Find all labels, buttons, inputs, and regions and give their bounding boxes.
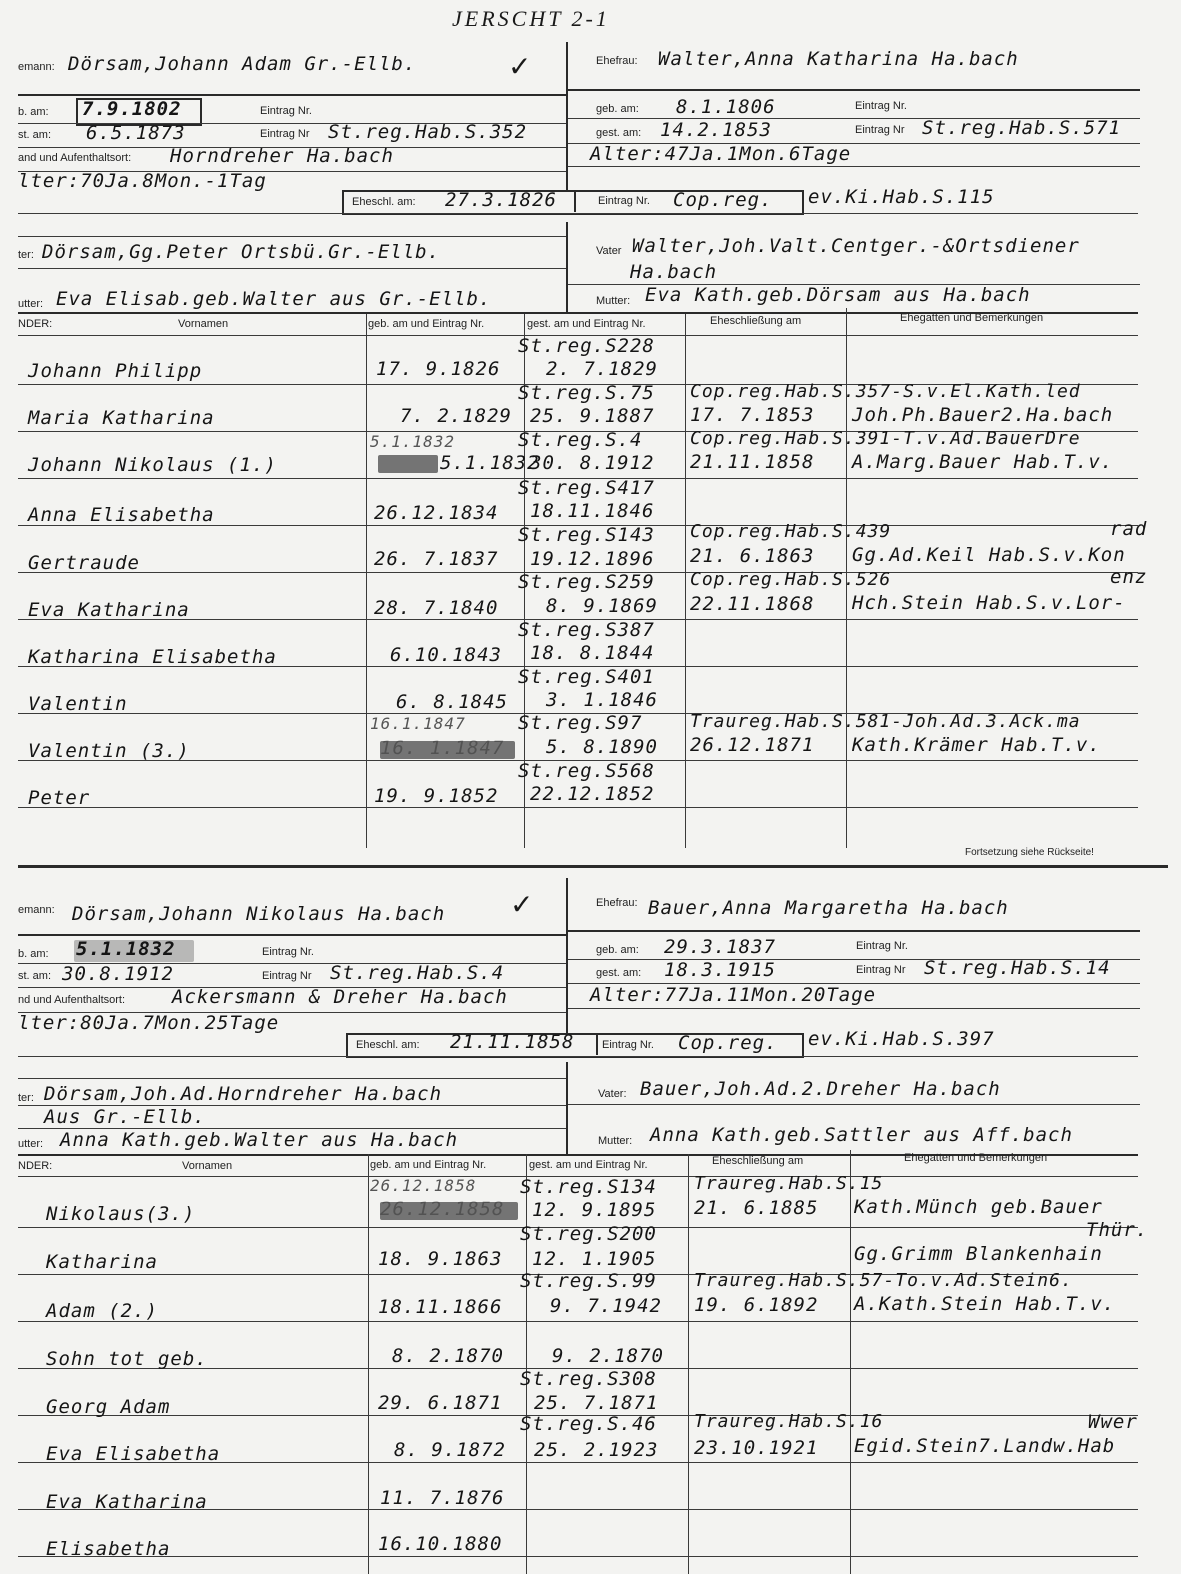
child-name: Gertraude xyxy=(28,552,140,574)
husband-mother-label: utter: xyxy=(18,1138,44,1150)
child-died: 25. 2.1923 xyxy=(534,1439,659,1461)
child-died: 9. 7.1942 xyxy=(550,1295,662,1317)
child-spouse: Egid.Stein7.Landw.Hab xyxy=(854,1435,1116,1457)
wife-mother-label: Mutter: xyxy=(596,295,631,307)
child-born: 8. 2.1870 xyxy=(392,1345,504,1367)
child-spouse: Gg.Ad.Keil Hab.S.v.Kon xyxy=(852,544,1126,566)
child-died-entry: St.reg.S568 xyxy=(518,760,655,782)
husband-father-label: ter: xyxy=(18,1092,34,1104)
husband-residence: Ackersmann & Dreher Ha.bach xyxy=(172,986,508,1008)
child-marriage-entry: Cop.reg.Hab.S.439 xyxy=(690,521,892,542)
marriage-header: Eheschließung am xyxy=(712,1155,804,1167)
wife-died-entry-label: Eintrag Nr xyxy=(856,964,906,976)
husband-born-label: b. am: xyxy=(18,948,49,960)
child-born: 8. 9.1872 xyxy=(394,1439,506,1461)
wife-died-entry: St.reg.Hab.S.14 xyxy=(924,957,1111,979)
ink-blot xyxy=(378,455,438,473)
child-born-note: 5.1.1832 xyxy=(370,432,456,451)
husband-born: 5.1.1832 xyxy=(76,938,176,960)
child-died-entry: St.reg.S308 xyxy=(520,1368,657,1390)
marriage-date: 21.11.1858 xyxy=(450,1031,575,1053)
child-name: Anna Elisabetha xyxy=(28,504,215,526)
section-separator xyxy=(18,865,1168,868)
child-born: 17. 9.1826 xyxy=(376,358,501,380)
wife-father-label: Vater xyxy=(596,245,622,257)
marriage-entry: Cop.reg. xyxy=(673,189,773,211)
child-died-entry: St.reg.S.4 xyxy=(518,429,643,451)
center-divider xyxy=(566,42,568,192)
child-name: Georg Adam xyxy=(46,1396,171,1418)
wife-name: Walter,Anna Katharina Ha.bach xyxy=(658,48,1019,70)
child-died-entry: St.reg.S387 xyxy=(518,619,655,641)
child-marriage-date: 17. 7.1853 xyxy=(690,404,815,426)
child-remark: Thür. xyxy=(1086,1219,1149,1241)
husband-died-label: st. am: xyxy=(18,970,52,982)
child-died-entry: St.reg.S143 xyxy=(518,524,655,546)
child-name: Sohn tot geb. xyxy=(46,1348,208,1370)
husband-died: 6.5.1873 xyxy=(86,122,186,144)
wife-mother-label: Mutter: xyxy=(598,1135,633,1147)
wife-label: Ehefrau: xyxy=(596,897,638,909)
child-died-entry: St.reg.S417 xyxy=(518,477,655,499)
child-born: 11. 7.1876 xyxy=(380,1487,505,1509)
child-died-entry: St.reg.S134 xyxy=(520,1176,657,1198)
wife-father-place: Ha.bach xyxy=(630,261,718,283)
child-born: 29. 6.1871 xyxy=(378,1392,503,1414)
marriage-entry: Cop.reg. xyxy=(678,1032,778,1054)
child-marriage-entry: Cop.reg.Hab.S.391-T.v.Ad.BauerDre xyxy=(690,428,1081,449)
child-marriage-entry: Traureg.Hab.S.581-Joh.Ad.3.Ack.ma xyxy=(690,711,1081,732)
wife-born-label: geb. am: xyxy=(596,944,639,956)
child-name: Valentin xyxy=(28,693,128,715)
husband-age: lter:80Ja.7Mon.25Tage xyxy=(18,1012,280,1034)
child-marriage-entry: Cop.reg.Hab.S.357-S.v.El.Kath.led xyxy=(690,381,1081,402)
child-name: Valentin (3.) xyxy=(28,740,190,762)
child-born: 16.10.1880 xyxy=(378,1533,503,1555)
child-name: Johann Nikolaus (1.) xyxy=(28,454,277,476)
husband-father: Dörsam,Joh.Ad.Horndreher Ha.bach xyxy=(44,1083,443,1105)
child-born: 6.10.1843 xyxy=(390,644,502,666)
child-spouse: Kath.Krämer Hab.T.v. xyxy=(852,734,1101,756)
child-born: 26. 7.1837 xyxy=(374,548,499,570)
child-name: Katharina xyxy=(46,1251,158,1273)
husband-died-label: st. am: xyxy=(18,129,52,141)
child-name: Maria Katharina xyxy=(28,407,215,429)
child-name: Eva Katharina xyxy=(28,599,190,621)
child-died-entry: St.reg.S200 xyxy=(520,1223,657,1245)
husband-died-entry: St.reg.Hab.S.352 xyxy=(328,121,528,143)
checkmark-icon: ✓ xyxy=(510,888,534,921)
child-remark: Wwer xyxy=(1088,1411,1138,1433)
wife-died-label: gest. am: xyxy=(596,127,642,139)
marriage-entry-label: Eintrag Nr. xyxy=(602,1039,654,1051)
wife-died: 18.3.1915 xyxy=(664,959,776,981)
wife-name: Bauer,Anna Margaretha Ha.bach xyxy=(648,897,1009,919)
child-died-entry: St.reg.S401 xyxy=(518,666,655,688)
wife-mother: Anna Kath.geb.Sattler aus Aff.bach xyxy=(650,1124,1073,1146)
child-died: 25. 9.1887 xyxy=(530,405,655,427)
husband-died-entry-label: Eintrag Nr xyxy=(260,128,310,140)
child-name: Elisabetha xyxy=(46,1538,171,1560)
child-marriage-date: 26.12.1871 xyxy=(690,734,815,756)
child-marriage-date: 23.10.1921 xyxy=(694,1437,819,1459)
wife-father: Walter,Joh.Valt.Centger.-&Ortsdiener xyxy=(632,235,1080,257)
child-died-entry: St.reg.S.46 xyxy=(520,1413,657,1435)
wife-born-entry-label: Eintrag Nr. xyxy=(856,940,908,952)
marriage-header: Eheschließung am xyxy=(710,315,802,327)
wife-father-label: Vater: xyxy=(598,1088,627,1100)
child-marriage-date: 22.11.1868 xyxy=(690,593,815,615)
wife-died-label: gest. am: xyxy=(596,967,642,979)
child-died: 18.11.1846 xyxy=(530,500,655,522)
husband-died-entry-label: Eintrag Nr xyxy=(262,970,312,982)
wife-died: 14.2.1853 xyxy=(660,119,772,141)
child-name: Adam (2.) xyxy=(46,1300,158,1322)
husband-name: Dörsam,Johann Adam Gr.-Ellb. xyxy=(68,53,417,75)
husband-mother: Anna Kath.geb.Walter aus Ha.bach xyxy=(60,1129,459,1151)
child-remark: rad xyxy=(1110,518,1148,540)
child-died: 19.12.1896 xyxy=(530,548,655,570)
husband-label: emann: xyxy=(18,904,55,916)
husband-born-label: b. am: xyxy=(18,106,49,118)
husband-died-entry: St.reg.Hab.S.4 xyxy=(330,962,505,984)
child-died: 25. 7.1871 xyxy=(534,1392,659,1414)
child-marriage-date: 21.11.1858 xyxy=(690,451,815,473)
husband-died: 30.8.1912 xyxy=(62,963,174,985)
wife-born-entry-label: Eintrag Nr. xyxy=(855,100,907,112)
child-born: 26.12.1834 xyxy=(374,502,499,524)
marriage-entry-label: Eintrag Nr. xyxy=(598,195,650,207)
wife-born: 8.1.1806 xyxy=(676,96,776,118)
husband-age: lter:70Ja.8Mon.-1Tag xyxy=(18,170,267,192)
spouse-header: Ehegatten und Bemerkungen xyxy=(900,312,1044,324)
wife-born-label: geb. am: xyxy=(596,103,639,115)
child-born: 16. 1.1847 xyxy=(380,737,505,759)
husband-mother: Eva Elisab.geb.Walter aus Gr.-Ellb. xyxy=(56,288,492,310)
child-died: 18. 8.1844 xyxy=(530,642,655,664)
residence-label: and und Aufenthaltsort: xyxy=(18,152,132,164)
marriage-label: Eheschl. am: xyxy=(356,1039,420,1051)
wife-died-entry-label: Eintrag Nr xyxy=(855,124,905,136)
child-died-entry: St.reg.S259 xyxy=(518,571,655,593)
wife-age: Alter:77Ja.11Mon.20Tage xyxy=(590,984,877,1006)
marriage-entry-church: ev.Ki.Hab.S.115 xyxy=(808,186,995,208)
first-names-header: Vornamen xyxy=(178,318,229,330)
child-born-note: 16.1.1847 xyxy=(370,714,466,733)
marriage-label: Eheschl. am: xyxy=(352,196,416,208)
husband-father: Dörsam,Gg.Peter Ortsbü.Gr.-Ellb. xyxy=(42,241,441,263)
child-died-entry: St.reg.S.75 xyxy=(518,382,655,404)
wife-father: Bauer,Joh.Ad.2.Dreher Ha.bach xyxy=(640,1078,1001,1100)
died-header: gest. am und Eintrag Nr. xyxy=(527,318,646,330)
marriage-entry-church: ev.Ki.Hab.S.397 xyxy=(808,1028,995,1050)
child-spouse: Kath.Münch geb.Bauer xyxy=(854,1196,1103,1218)
center-divider xyxy=(566,878,568,1034)
husband-residence: Horndreher Ha.bach xyxy=(170,145,394,167)
child-marriage-entry: Traureg.Hab.S.15 xyxy=(694,1173,884,1194)
child-died-entry: St.reg.S228 xyxy=(518,335,655,357)
wife-mother: Eva Kath.geb.Dörsam aus Ha.bach xyxy=(645,284,1031,306)
child-born: 18. 9.1863 xyxy=(378,1248,503,1270)
child-died: 3. 1.1846 xyxy=(546,689,658,711)
top-note: JERSCHT 2-1 xyxy=(452,6,610,31)
child-marriage-entry: Traureg.Hab.S.57-To.v.Ad.Stein6. xyxy=(694,1270,1073,1291)
child-born: 6. 8.1845 xyxy=(396,691,508,713)
child-name: Johann Philipp xyxy=(28,360,203,382)
child-born: 19. 9.1852 xyxy=(374,785,499,807)
child-died-entry: St.reg.S97 xyxy=(518,712,643,734)
child-born-note: 26.12.1858 xyxy=(370,1176,477,1195)
child-died-entry: St.reg.S.99 xyxy=(520,1270,657,1292)
continuation-note: Fortsetzung siehe Rückseite! xyxy=(965,847,1094,858)
child-remark: enz xyxy=(1110,566,1148,588)
center-divider xyxy=(566,222,568,312)
child-died: 22.12.1852 xyxy=(530,783,655,805)
child-born: 7. 2.1829 xyxy=(400,405,512,427)
wife-label: Ehefrau: xyxy=(596,55,638,67)
child-marriage-entry: Cop.reg.Hab.S.526 xyxy=(690,569,892,590)
child-born: 28. 7.1840 xyxy=(374,597,499,619)
child-spouse: Hch.Stein Hab.S.v.Lor- xyxy=(852,592,1126,614)
husband-born-entry-label: Eintrag Nr. xyxy=(260,105,312,117)
wife-died-entry: St.reg.Hab.S.571 xyxy=(922,117,1122,139)
child-died: 2. 7.1829 xyxy=(546,358,658,380)
residence-label: nd und Aufenthaltsort: xyxy=(18,994,126,1006)
child-born: 18.11.1866 xyxy=(378,1296,503,1318)
child-spouse: Joh.Ph.Bauer2.Ha.bach xyxy=(852,404,1114,426)
child-died: 5. 8.1890 xyxy=(546,736,658,758)
child-spouse: Gg.Grimm Blankenhain xyxy=(854,1243,1103,1265)
child-name: Nikolaus(3.) xyxy=(46,1203,196,1225)
child-spouse: A.Marg.Bauer Hab.T.v. xyxy=(852,451,1114,473)
children-header: NDER: xyxy=(18,318,53,330)
born-header: geb. am und Eintrag Nr. xyxy=(370,1159,487,1171)
child-died: 30. 8.1912 xyxy=(530,452,655,474)
husband-born-entry-label: Eintrag Nr. xyxy=(262,946,314,958)
child-name: Katharina Elisabetha xyxy=(28,646,277,668)
child-name: Peter xyxy=(28,787,91,809)
marriage-date: 27.3.1826 xyxy=(445,189,557,211)
first-names-header: Vornamen xyxy=(182,1160,233,1172)
wife-born: 29.3.1837 xyxy=(664,936,776,958)
died-header: gest. am und Eintrag Nr. xyxy=(529,1159,648,1171)
child-died: 12. 9.1895 xyxy=(532,1199,657,1221)
child-died: 9. 2.1870 xyxy=(552,1345,664,1367)
spouse-header: Ehegatten und Bemerkungen xyxy=(904,1152,1048,1164)
child-died: 8. 9.1869 xyxy=(546,595,658,617)
child-spouse: A.Kath.Stein Hab.T.v. xyxy=(854,1293,1116,1315)
child-marriage-entry: Traureg.Hab.S.16 xyxy=(694,1411,884,1432)
child-name: Eva Katharina xyxy=(46,1491,208,1513)
child-marriage-date: 21. 6.1885 xyxy=(694,1197,819,1219)
husband-label: emann: xyxy=(18,61,55,73)
born-header: geb. am und Eintrag Nr. xyxy=(368,318,485,330)
checkmark-icon: ✓ xyxy=(508,50,532,83)
center-divider xyxy=(566,1062,568,1154)
child-marriage-date: 19. 6.1892 xyxy=(694,1294,819,1316)
child-died: 12. 1.1905 xyxy=(532,1248,657,1270)
child-born: 5.1.1832 xyxy=(440,452,540,474)
husband-name: Dörsam,Johann Nikolaus Ha.bach xyxy=(72,903,446,925)
child-marriage-date: 21. 6.1863 xyxy=(690,545,815,567)
wife-age: Alter:47Ja.1Mon.6Tage xyxy=(590,143,852,165)
husband-father-label: ter: xyxy=(18,249,34,261)
child-name: Eva Elisabetha xyxy=(46,1443,221,1465)
child-born: 26.12.1858 xyxy=(380,1198,505,1220)
husband-mother-label: utter: xyxy=(18,298,44,310)
husband-father-origin: Aus Gr.-Ellb. xyxy=(44,1106,206,1128)
children-header: NDER: xyxy=(18,1160,53,1172)
husband-born: 7.9.1802 xyxy=(82,98,182,120)
